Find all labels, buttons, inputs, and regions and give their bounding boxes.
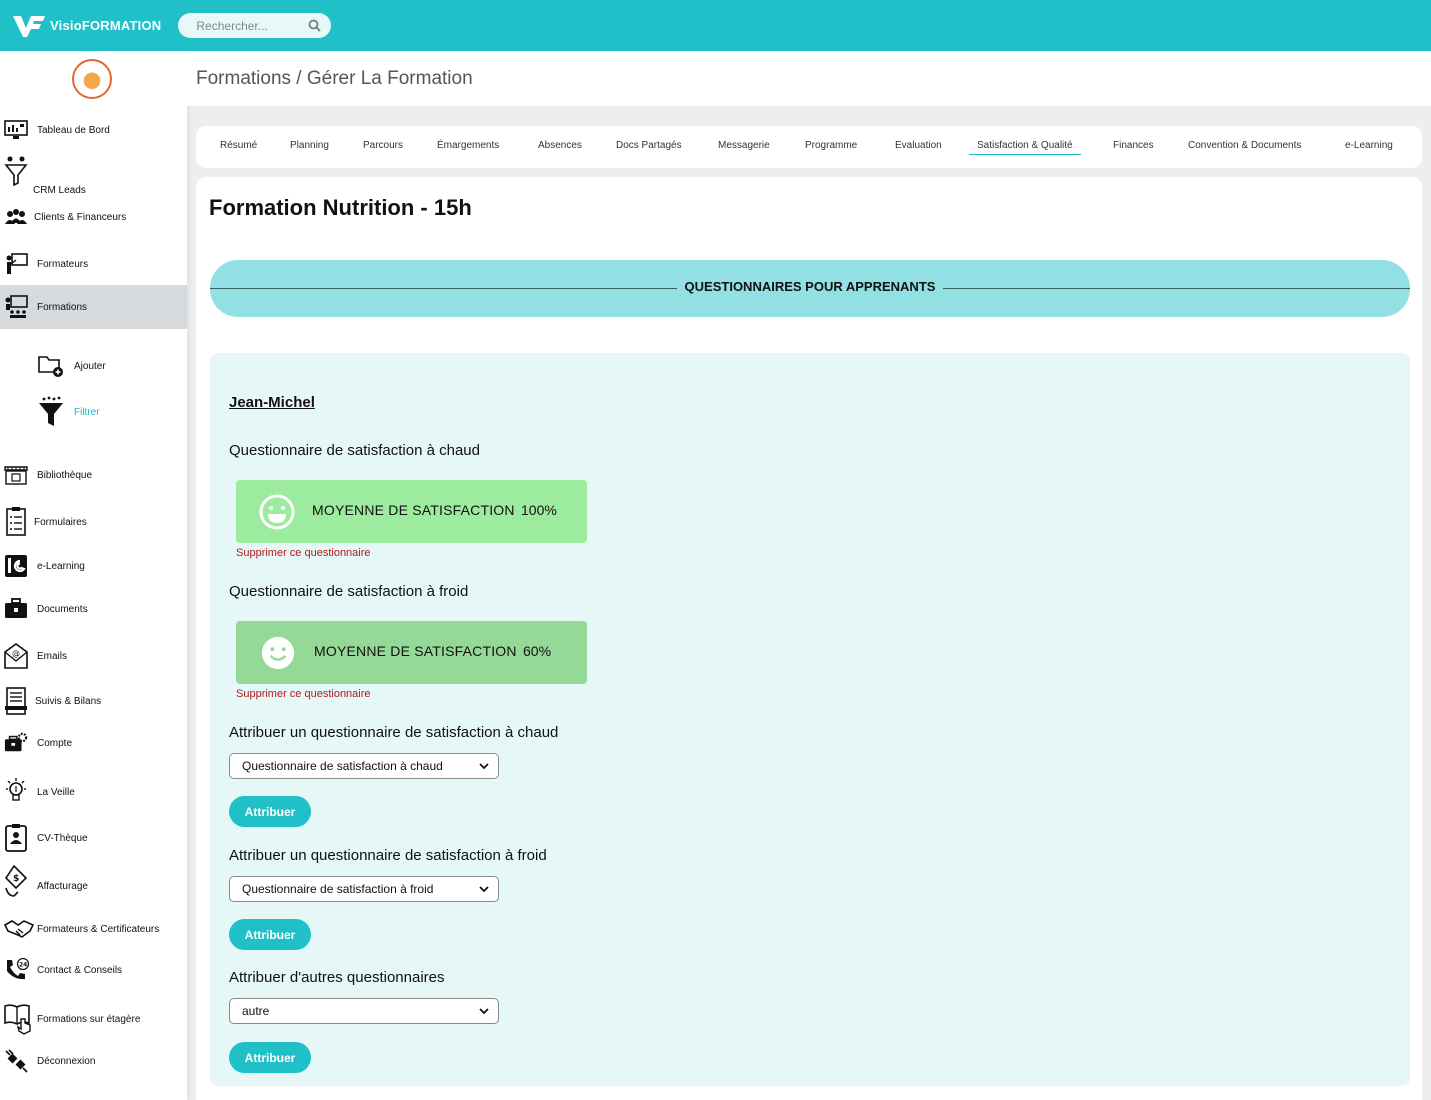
phone-24-icon (4, 958, 30, 982)
sidebar-item-formateurs[interactable] (0, 244, 187, 284)
handshake-icon (4, 917, 34, 941)
filter-icon (38, 396, 64, 428)
chevron-down-icon (478, 883, 490, 895)
plug-icon (4, 1049, 28, 1073)
sidebar-item-affacturage[interactable] (0, 866, 187, 906)
tab-satisfaction-qualite[interactable]: Satisfaction & Qualité (969, 140, 1081, 155)
training-icon (4, 295, 28, 319)
breadcrumb: Formations / Gérer La Formation (196, 68, 473, 89)
tab-messagerie[interactable]: Messagerie (718, 140, 770, 151)
book-hand-icon (4, 1003, 32, 1035)
sidebar-item-bibliotheque[interactable] (0, 455, 187, 495)
satisfaction-value: 60% (523, 643, 552, 659)
assign-hot-selected: Questionnaire de satisfaction à chaud (242, 759, 443, 773)
satisfaction-value: 100% (521, 502, 557, 518)
cold-questionnaire-label: Questionnaire de satisfaction à froid (229, 583, 469, 600)
search-placeholder: Rechercher... (196, 18, 268, 33)
satisfaction-label: MOYENNE DE SATISFACTION (314, 643, 517, 659)
sidebar-item-label: Déconnexion (37, 1055, 96, 1067)
sidebar-item-la-veille[interactable] (0, 772, 187, 812)
assign-hot-label: Attribuer un questionnaire de satisfaction à chaud (229, 724, 559, 741)
dashboard-icon (4, 118, 28, 142)
sidebar-item-label: Suivis & Bilans (35, 695, 102, 707)
organization-logo (72, 59, 112, 99)
search-icon[interactable] (308, 19, 321, 32)
sidebar-item-label: Emails (37, 650, 68, 662)
sidebar-item-label: Contact & Conseils (37, 964, 123, 976)
sidebar-item-label: e-Learning (37, 560, 85, 572)
briefcase-icon (4, 597, 28, 621)
report-icon (4, 687, 28, 715)
sidebar-item-label: La Veille (37, 786, 75, 798)
account-icon (4, 731, 28, 755)
svg-text:$: $ (13, 874, 20, 884)
assign-hot-select[interactable] (229, 753, 499, 779)
cold-satisfaction-card (236, 621, 587, 684)
sidebar-item-label: CRM Leads (33, 185, 86, 196)
forms-icon (4, 507, 28, 537)
clients-icon (4, 205, 28, 229)
sidebar-item-e-learning[interactable] (0, 546, 187, 586)
tab-emargements[interactable]: Émargements (437, 140, 500, 151)
sidebar-item-label: Affacturage (37, 880, 88, 892)
tab-convention-documents[interactable]: Convention & Documents (1188, 140, 1302, 151)
smile-icon (259, 634, 297, 672)
sidebar-item-label: Formations (37, 301, 88, 313)
assign-other-select[interactable] (229, 998, 499, 1024)
sidebar-subitem-filtrer[interactable] (38, 394, 100, 430)
sidebar-item-formateurs-certificateurs[interactable] (0, 909, 187, 949)
brand[interactable] (12, 13, 161, 39)
breadcrumb-bar (187, 51, 1431, 106)
chevron-down-icon (478, 1005, 490, 1017)
delete-hot-questionnaire-link[interactable]: Supprimer ce questionnaire (236, 547, 371, 559)
tab-evaluation[interactable]: Evaluation (895, 140, 942, 151)
sidebar-item-label: Documents (37, 603, 88, 615)
sidebar-item-suivis-bilans[interactable] (0, 681, 187, 721)
sidebar-item-contact-conseils[interactable] (0, 950, 187, 990)
money-icon (4, 864, 28, 898)
crm-funnel-icon (4, 155, 28, 187)
assign-other-selected: autre (242, 1004, 270, 1018)
tab-finances[interactable]: Finances (1113, 140, 1154, 151)
learner-panel (210, 353, 1410, 1086)
tab-parcours[interactable]: Parcours (363, 140, 404, 151)
hot-questionnaire-label: Questionnaire de satisfaction à chaud (229, 442, 480, 459)
delete-cold-questionnaire-link[interactable]: Supprimer ce questionnaire (236, 688, 371, 700)
tab-resume[interactable]: Résumé (220, 140, 258, 151)
sidebar-item-label: Formulaires (34, 516, 87, 528)
satisfaction-label: MOYENNE DE SATISFACTION (312, 502, 515, 518)
sidebar-item-label: Clients & Financeurs (34, 211, 127, 223)
learner-name[interactable]: Jean-Michel (229, 394, 315, 411)
brand-name: VisioFORMATION (50, 18, 162, 33)
sidebar-item-formations-sur-etagere[interactable] (0, 999, 187, 1039)
assign-cold-select[interactable] (229, 876, 499, 902)
assign-cold-selected: Questionnaire de satisfaction à froid (242, 882, 434, 896)
sidebar-subitem-ajouter[interactable] (38, 351, 106, 381)
sidebar-subitem-label: Ajouter (74, 360, 106, 372)
formation-card (196, 177, 1422, 1100)
assign-cold-button[interactable]: Attribuer (229, 919, 311, 950)
tab-planning[interactable]: Planning (290, 140, 329, 151)
sidebar-item-cv-theque[interactable] (0, 818, 187, 858)
email-icon (4, 642, 28, 670)
tab-e-learning[interactable]: e-Learning (1345, 140, 1393, 151)
sidebar-item-label: Compte (37, 737, 73, 749)
tab-bar (196, 126, 1422, 168)
svg-text:24: 24 (19, 961, 28, 969)
assign-cold-label: Attribuer un questionnaire de satisfaction à froid (229, 847, 547, 864)
hot-satisfaction-card (236, 480, 587, 543)
sidebar-item-formations[interactable] (0, 285, 187, 329)
big-smile-icon (257, 492, 297, 532)
tab-absences[interactable]: Absences (538, 140, 582, 151)
tab-programme[interactable]: Programme (805, 140, 858, 151)
sidebar-item-documents[interactable] (0, 589, 187, 629)
assign-hot-button[interactable]: Attribuer (229, 796, 311, 827)
sidebar-item-clients-financeurs[interactable] (0, 197, 187, 237)
sidebar-item-label: Tableau de Bord (37, 124, 110, 136)
sidebar-subitem-label: Filtrer (74, 406, 100, 418)
page-title: Formation Nutrition - 15h (209, 195, 472, 220)
sidebar (0, 51, 187, 1100)
lightbulb-icon (4, 777, 28, 807)
sidebar-item-label: Formateurs & Certificateurs (37, 923, 160, 935)
sidebar-item-label: Formateurs (37, 258, 89, 270)
elearning-icon (4, 554, 28, 578)
top-bar (0, 0, 1431, 51)
tab-docs-partages[interactable]: Docs Partagés (616, 140, 682, 151)
sidebar-item-formulaires[interactable] (0, 502, 187, 542)
cv-icon (4, 823, 28, 853)
assign-other-button[interactable]: Attribuer (229, 1042, 311, 1073)
chevron-down-icon (478, 760, 490, 772)
sidebar-item-label: Bibliothèque (37, 469, 93, 481)
sidebar-item-emails[interactable] (0, 636, 187, 676)
svg-text:@: @ (12, 649, 20, 658)
brand-logo-icon (12, 13, 46, 39)
section-title: QUESTIONNAIRES POUR APPRENANTS (677, 279, 944, 294)
folder-add-icon (38, 354, 64, 378)
sidebar-item-label: Formations sur étagère (37, 1013, 141, 1025)
sidebar-item-deconnexion[interactable] (0, 1041, 187, 1081)
sidebar-item-label: CV-Thèque (37, 832, 88, 844)
search-input[interactable] (178, 13, 331, 38)
trainer-icon (4, 252, 28, 276)
assign-other-label: Attribuer d'autres questionnaires (229, 969, 445, 986)
sidebar-item-compte[interactable] (0, 723, 187, 763)
section-header (210, 260, 1410, 317)
library-icon (4, 463, 28, 487)
sidebar-item-tableau-de-bord[interactable] (0, 110, 187, 150)
